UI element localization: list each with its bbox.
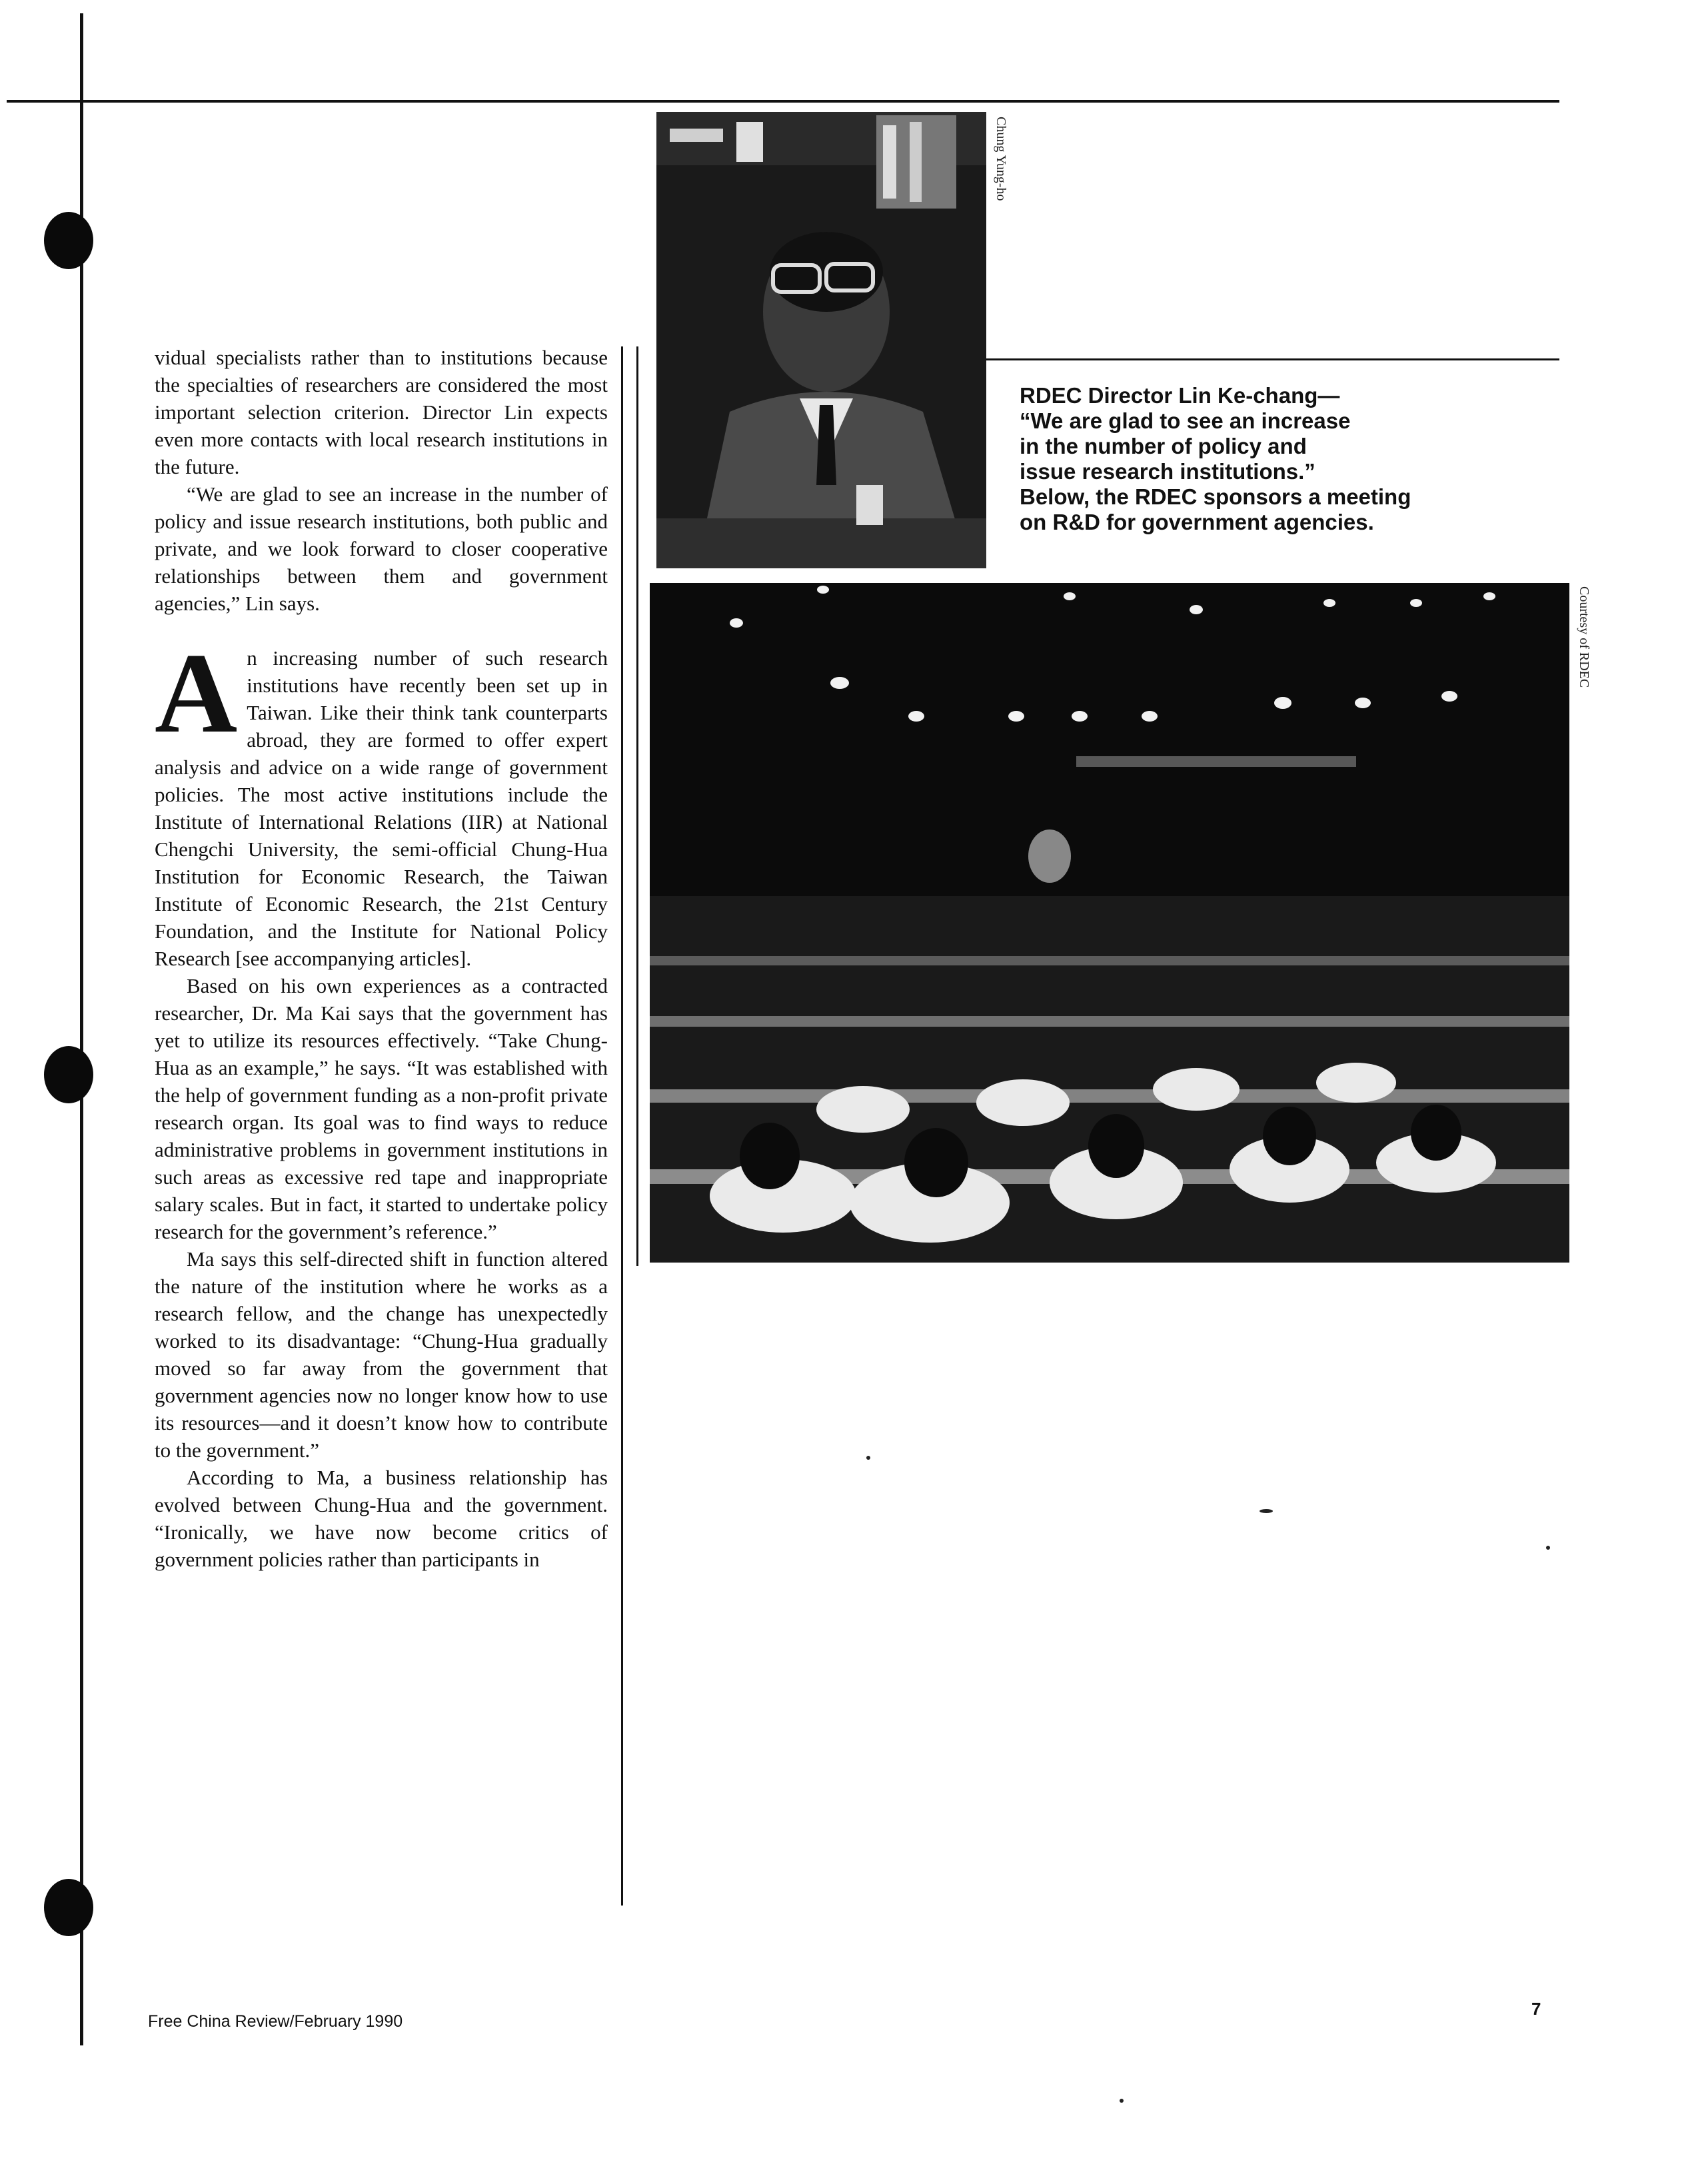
caption-line-6: on R&D for government agencies.	[1020, 510, 1374, 534]
publication-footer: Free China Review/February 1990	[148, 2012, 403, 2031]
scan-speck	[1120, 2099, 1124, 2103]
article-paragraph-4: Based on his own experiences as a contracted researcher, Dr. Ma Kai says that the government has yet to utilize its resources effectively. “Take Chung-Hua as an example,” he says. “It was established with the help of government funding as a non-profit private research organ. Its goal was to find ways to reduce administrative problems in government institutions in such areas as excessive red tape and inappropriate salary scales. But in fact, it started to undertake policy research for the government’s reference.”	[155, 974, 608, 1243]
scan-speck	[1546, 1546, 1550, 1550]
punch-hole-bottom	[44, 1879, 93, 1936]
caption-line-2: “We are glad to see an increase	[1020, 408, 1351, 433]
photo-caption	[1020, 383, 1499, 535]
scan-speck	[1260, 1509, 1273, 1513]
caption-line-3: in the number of policy and	[1020, 434, 1307, 458]
article-paragraph-5: Ma says this self-directed shift in function altered the nature of the institution where he works as a research fellow, and the change has unexpectedly worked to its disadvantage: “Chung-Hua gradually moved so far away from the government that government agencies now no longer know how to use its resources—and it doesn’t know how to contribute to the government.”	[155, 1247, 608, 1462]
photo-credit-portrait: Chung Yung-ho	[994, 117, 1008, 201]
article-column	[155, 344, 608, 1573]
director-portrait-photo	[656, 112, 986, 568]
article-paragraph-3	[155, 630, 608, 972]
article-paragraph-6: According to Ma, a business relationship has evolved between Chung-Hua and the government. “Ironically, we have now become critics of government policies rather than participants in	[155, 1466, 608, 1571]
photo-credit-meeting: Courtesy of RDEC	[1577, 586, 1591, 688]
caption-line-1: RDEC Director Lin Ke-chang—	[1020, 383, 1340, 408]
page-number: 7	[1531, 1999, 1541, 2019]
article-paragraph-2: “We are glad to see an increase in the number of policy and issue research institutions, both public and private, and we look forward to closer cooperative relationships between them and government agencies,” Lin says.	[155, 482, 608, 615]
meeting-hall-photo	[650, 583, 1569, 1263]
photo-frame-rule	[636, 346, 638, 1266]
drop-cap: A	[155, 630, 238, 757]
binder-margin-line	[80, 13, 83, 2045]
scan-speck	[866, 1456, 870, 1460]
punch-hole-middle	[44, 1046, 93, 1103]
caption-line-4: issue research institutions.”	[1020, 459, 1315, 484]
top-rule	[7, 100, 1559, 103]
column-rule	[621, 346, 623, 1906]
caption-rule	[986, 358, 1559, 360]
article-paragraph-3-text: n increasing number of such research institutions have recently been set up in Taiwan. Like their think tank counterparts abroad, they are formed to offer expert analysis and advice on a wide range of government policies. The most active institutions include the Institute of International Relations (IIR) at National Chengchi University, the semi-official Chung-Hua Institution for Economic Research, the Taiwan Institute of Economic Research, the 21st Century Foundation, and the Institute for National Policy Research [see accompanying articles].	[155, 646, 608, 970]
article-paragraph-1: vidual specialists rather than to institutions because the specialties of researchers are considered the most important selection criterion. Director Lin expects even more contacts with local research institutions in the future.	[155, 346, 608, 478]
punch-hole-top	[44, 212, 93, 269]
caption-line-5: Below, the RDEC sponsors a meeting	[1020, 484, 1411, 509]
